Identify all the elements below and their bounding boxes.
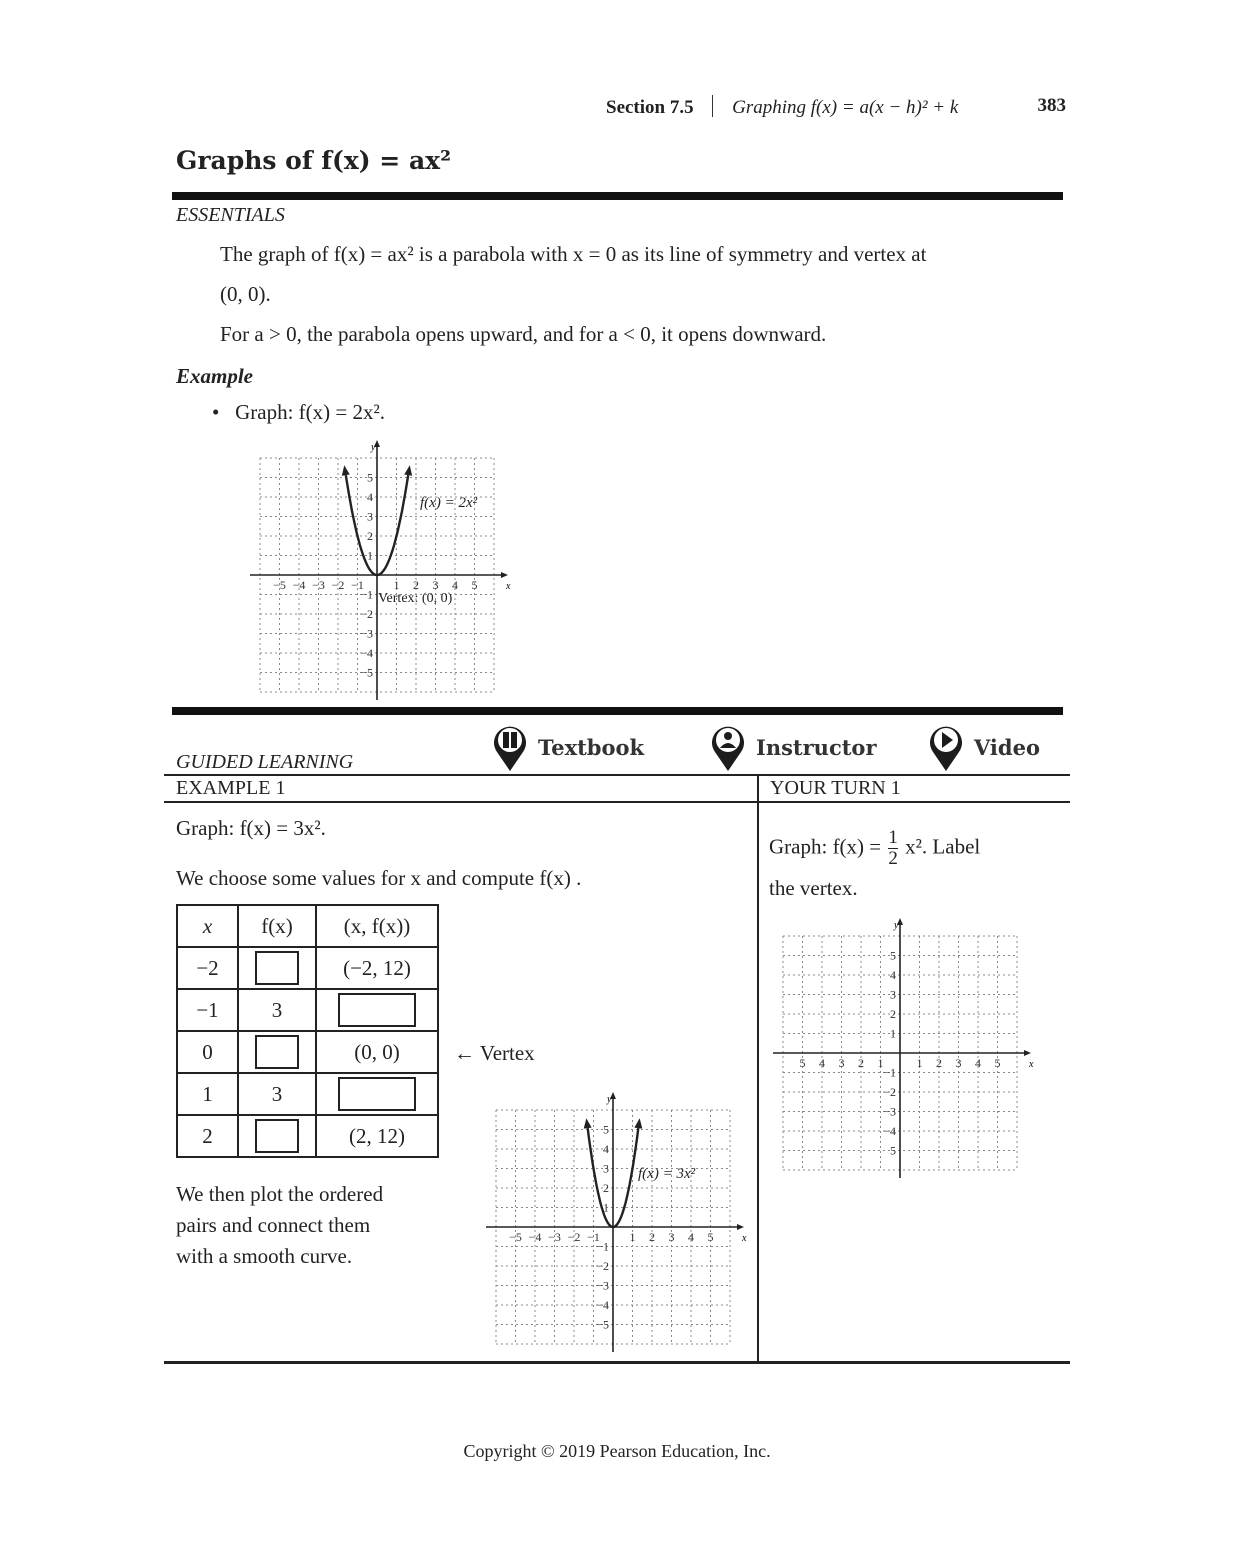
y-tick-label: −5 (360, 665, 373, 680)
fraction-numerator: 1 (888, 827, 898, 848)
example-bullet-text: Graph: f(x) = 2x². (235, 400, 386, 424)
cell-fx-blank[interactable] (238, 947, 316, 989)
x-tick-label: −1 (351, 578, 364, 592)
example1-prompt: Graph: f(x) = 3x². (176, 816, 326, 840)
guided-rule (172, 707, 1063, 715)
y-tick-label: 1 (603, 1200, 609, 1215)
example-label: Example (176, 364, 253, 388)
fraction (888, 828, 898, 869)
fraction-denominator: 2 (888, 848, 898, 869)
prompt-part: x². Label (905, 834, 981, 859)
play-icon (928, 722, 964, 772)
table-header-pair: (x, f(x)) (316, 905, 438, 947)
section-number: Section 7.5 (606, 97, 694, 118)
conclusion-line: with a smooth curve. (176, 1244, 353, 1268)
y-tick-label: 1 (367, 548, 373, 563)
example1-intro: We choose some values for x and compute f(x) . (176, 866, 582, 890)
example1-graph (480, 1088, 747, 1350)
instructor-label: Instructor (756, 734, 877, 760)
y-tick-label: 4 (367, 490, 373, 504)
your-turn1-prompt (769, 828, 980, 869)
answer-box[interactable] (255, 951, 299, 985)
curve-arrow (342, 465, 350, 475)
essentials-line-2: (0, 0). (220, 282, 271, 306)
x-tick-label: 5 (471, 578, 478, 592)
prompt-part: Graph: f(x) = (769, 834, 882, 859)
x-tick-label: 1 (629, 1230, 636, 1244)
y-tick-label: −1 (883, 1065, 896, 1080)
example-graph (244, 436, 511, 698)
y-tick-label: 5 (367, 470, 373, 485)
y-tick-label: 4 (603, 1142, 609, 1156)
y-tick-label: −3 (360, 626, 373, 641)
cell-x: 0 (177, 1031, 238, 1073)
running-header (606, 95, 1066, 123)
bullet-icon: • (212, 400, 220, 424)
x-tick-label: −5 (509, 1230, 522, 1244)
table-header-row (177, 905, 438, 947)
x-tick-label: 2 (413, 578, 419, 592)
bottom-rule (164, 1361, 1070, 1364)
x-tick-label: 1 (877, 1056, 884, 1070)
your-turn1-header: YOUR TURN 1 (770, 777, 901, 799)
x-tick-label: −3 (548, 1230, 561, 1244)
x-axis-label: x (742, 1233, 747, 1244)
x-tick-label: 3 (668, 1230, 675, 1244)
x-axis-label: x (1029, 1059, 1034, 1070)
cell-pair-blank[interactable] (316, 989, 438, 1031)
header-bottom-line (164, 801, 1070, 803)
essentials-line-1: The graph of f(x) = ax² is a parabola with x = 0 as its line of symmetry and vertex at (220, 242, 927, 266)
y-tick-label: 2 (890, 1007, 896, 1021)
y-tick-label: 3 (367, 509, 373, 524)
y-tick-label: −3 (596, 1278, 609, 1293)
curve-arrow (634, 1118, 642, 1128)
cell-x: −2 (177, 947, 238, 989)
conclusion-line: pairs and connect them (176, 1213, 371, 1237)
cell-fx-blank[interactable] (238, 1115, 316, 1157)
x-tick-label: 2 (936, 1056, 942, 1070)
header-title: Graphing f(x) = a(x − h)² + k (732, 97, 959, 118)
essentials-line-3: For a > 0, the parabola opens upward, and for a < 0, it opens downward. (220, 322, 827, 346)
y-axis-label: y (894, 920, 899, 931)
answer-box[interactable] (255, 1035, 299, 1069)
x-tick-label: 4 (819, 1056, 825, 1070)
y-tick-label: −4 (360, 646, 373, 660)
y-tick-label: 4 (890, 968, 896, 982)
title-rule (172, 192, 1063, 200)
x-tick-label: −4 (292, 578, 306, 592)
table-row (177, 1073, 438, 1115)
cell-x: −1 (177, 989, 238, 1031)
vertex-annotation: Vertex: (0, 0) (378, 591, 453, 606)
cell-fx: 3 (238, 989, 316, 1031)
x-tick-label: −4 (528, 1230, 542, 1244)
x-tick-label: 4 (452, 578, 458, 592)
y-tick-label: −2 (596, 1259, 609, 1273)
x-tick-label: 5 (994, 1056, 1001, 1070)
x-axis-arrow (737, 1224, 744, 1230)
answer-box[interactable] (338, 993, 416, 1027)
cell-pair-blank[interactable] (316, 1073, 438, 1115)
guided-learning-label: GUIDED LEARNING (176, 751, 354, 773)
x-tick-label: 2 (858, 1056, 864, 1070)
y-tick-label: −4 (596, 1298, 609, 1312)
table-header-x: x (177, 905, 238, 947)
x-tick-label: 4 (688, 1230, 694, 1244)
example1-conclusion (176, 1179, 383, 1272)
x-tick-label: −2 (331, 578, 345, 592)
y-axis-label: y (371, 442, 376, 453)
section-title: Graphs of f(x) = ax² (176, 146, 452, 175)
example-bullet-item (212, 400, 385, 425)
y-tick-label: −1 (360, 587, 373, 602)
essentials-label: ESSENTIALS (176, 204, 285, 226)
x-tick-label: 3 (838, 1056, 845, 1070)
x-tick-label: 5 (799, 1056, 806, 1070)
x-tick-label: 4 (975, 1056, 981, 1070)
y-tick-label: −3 (883, 1104, 896, 1119)
textbook-link[interactable] (492, 722, 644, 772)
y-tick-label: 5 (603, 1122, 609, 1137)
cell-pair: (−2, 12) (316, 947, 438, 989)
y-tick-label: −4 (883, 1124, 896, 1138)
column-divider (757, 774, 759, 1364)
x-tick-label: −3 (312, 578, 325, 592)
x-axis-label: x (506, 581, 511, 592)
values-table (176, 904, 439, 1158)
graph-curve-label: f(x) = 3x² (638, 1166, 696, 1182)
cell-fx-blank[interactable] (238, 1031, 316, 1073)
x-tick-label: 1 (393, 578, 400, 592)
y-axis-label: y (607, 1094, 612, 1105)
x-tick-label: −1 (587, 1230, 600, 1244)
example1-header: EXAMPLE 1 (176, 777, 286, 799)
y-tick-label: 2 (603, 1181, 609, 1195)
header-divider (712, 95, 713, 117)
video-link[interactable] (928, 722, 1040, 772)
cell-fx: 3 (238, 1073, 316, 1115)
book-icon (492, 722, 528, 772)
x-tick-label: 1 (916, 1056, 923, 1070)
answer-box[interactable] (255, 1119, 299, 1153)
y-tick-label: 3 (890, 987, 896, 1002)
x-tick-label: 5 (707, 1230, 714, 1244)
x-tick-label: −2 (567, 1230, 581, 1244)
vertex-note: ← Vertex (454, 1041, 535, 1065)
y-tick-label: 3 (603, 1161, 609, 1176)
curve-arrow (584, 1118, 592, 1128)
instructor-link[interactable] (710, 722, 877, 772)
y-tick-label: 5 (890, 948, 896, 963)
table-header-fx: f(x) (238, 905, 316, 947)
x-axis-arrow (501, 572, 508, 578)
x-tick-label: 3 (432, 578, 439, 592)
table-row (177, 989, 438, 1031)
your-turn1-prompt-cont: the vertex. (769, 876, 858, 900)
header-top-line (164, 774, 1070, 776)
y-tick-label: −1 (596, 1239, 609, 1254)
graph-curve-label: f(x) = 2x² (420, 495, 478, 511)
x-tick-label: 3 (955, 1056, 962, 1070)
cell-x: 1 (177, 1073, 238, 1115)
video-label: Video (974, 734, 1040, 760)
x-axis-arrow (1024, 1050, 1031, 1056)
x-tick-label: −5 (273, 578, 286, 592)
cell-pair: (2, 12) (316, 1115, 438, 1157)
your-turn1-graph[interactable] (767, 914, 1034, 1176)
y-tick-label: −2 (883, 1085, 896, 1099)
answer-box[interactable] (338, 1077, 416, 1111)
textbook-label: Textbook (538, 734, 645, 760)
conclusion-line: We then plot the ordered (176, 1182, 384, 1206)
copyright: Copyright © 2019 Pearson Education, Inc. (463, 1441, 771, 1461)
y-tick-label: 2 (367, 529, 373, 543)
table-row (177, 1031, 438, 1073)
table-row (177, 1115, 438, 1157)
x-tick-label: 2 (649, 1230, 655, 1244)
person-icon (710, 722, 746, 772)
table-row (177, 947, 438, 989)
y-tick-label: −2 (360, 607, 373, 621)
cell-pair: (0, 0) (316, 1031, 438, 1073)
y-tick-label: 5 (890, 1143, 896, 1158)
cell-x: 2 (177, 1115, 238, 1157)
page-number: 383 (1037, 95, 1066, 116)
y-tick-label: −5 (596, 1317, 609, 1332)
curve-arrow (404, 465, 412, 475)
y-tick-label: 1 (890, 1026, 896, 1041)
